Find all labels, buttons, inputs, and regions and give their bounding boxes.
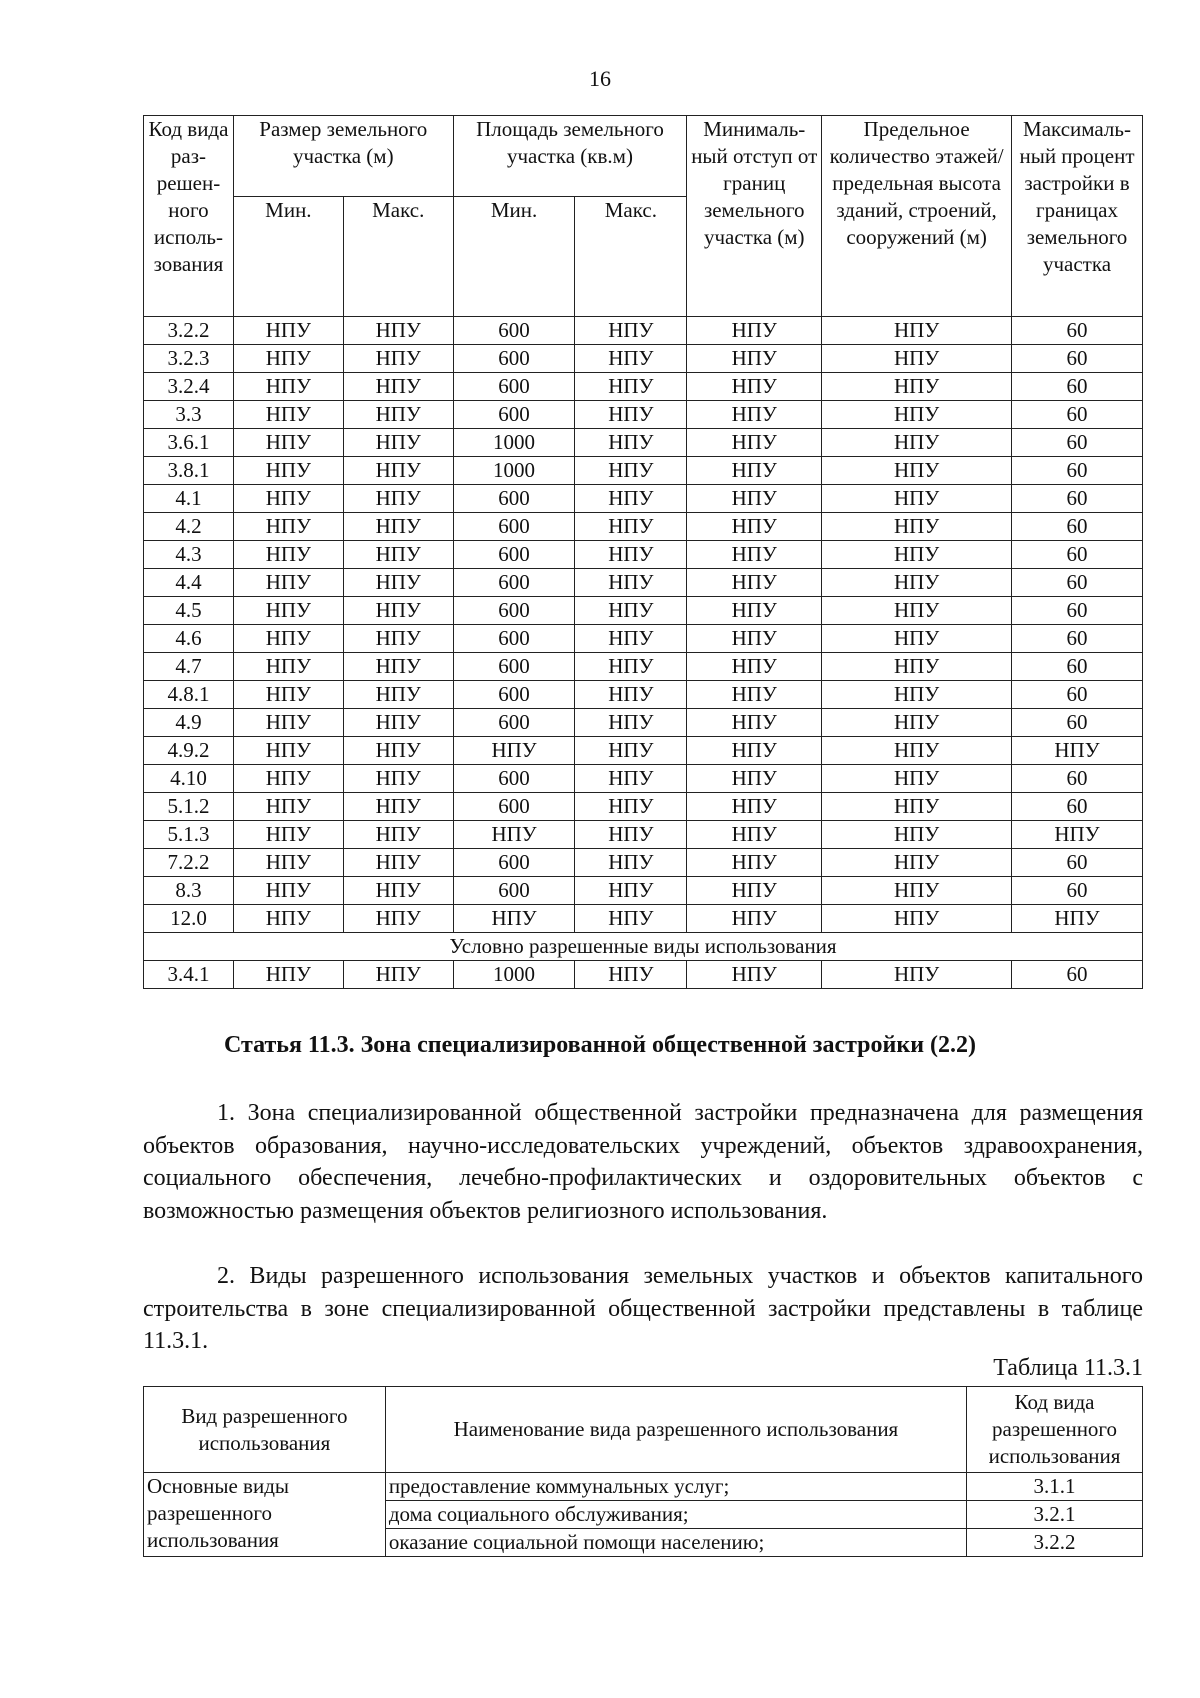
cell-max-floors: НПУ — [822, 849, 1012, 877]
cell-min-setback: НПУ — [687, 737, 822, 765]
table-row — [144, 1473, 1143, 1501]
table-row — [144, 905, 1143, 933]
header-size-min: Мин. — [233, 197, 343, 317]
table-row — [144, 737, 1143, 765]
cell-size-max: НПУ — [343, 429, 453, 457]
cell-min-setback: НПУ — [687, 457, 822, 485]
cell-code: 4.2 — [144, 513, 234, 541]
uses-table-body — [144, 1473, 1143, 1557]
cell-size-max: НПУ — [343, 317, 453, 345]
cell-area-min: 600 — [453, 793, 575, 821]
article-heading: Статья 11.3. Зона специализированной общественной застройки (2.2) — [223, 1032, 976, 1058]
use-name: дома социального обслуживания; — [385, 1501, 966, 1529]
cell-max-floors: НПУ — [822, 317, 1012, 345]
cell-max-coverage: НПУ — [1012, 737, 1143, 765]
cell-size-min: НПУ — [233, 317, 343, 345]
cell-min-setback: НПУ — [687, 681, 822, 709]
table-row — [144, 513, 1143, 541]
cell-size-max: НПУ — [343, 345, 453, 373]
section-row — [144, 933, 1143, 961]
table-row — [144, 485, 1143, 513]
cell-area-max: НПУ — [575, 821, 687, 849]
cell-size-max: НПУ — [343, 401, 453, 429]
cell-area-min: 1000 — [453, 429, 575, 457]
cell-size-min: НПУ — [233, 765, 343, 793]
cell-max-floors: НПУ — [822, 485, 1012, 513]
cell-max-coverage: 60 — [1012, 793, 1143, 821]
table-row — [144, 345, 1143, 373]
cell-max-coverage: 60 — [1012, 709, 1143, 737]
cell-code: 4.5 — [144, 597, 234, 625]
cell-size-min: НПУ — [233, 541, 343, 569]
uses-header-code: Код вида разрешенного использования — [967, 1387, 1143, 1473]
cell-min-setback: НПУ — [687, 597, 822, 625]
cell-size-min: НПУ — [233, 961, 343, 989]
cell-max-floors: НПУ — [822, 653, 1012, 681]
cell-area-max: НПУ — [575, 653, 687, 681]
cell-max-floors: НПУ — [822, 765, 1012, 793]
cell-area-max: НПУ — [575, 905, 687, 933]
cell-code: 4.8.1 — [144, 681, 234, 709]
uses-group-label: Основные виды разрешенного использования — [144, 1473, 386, 1557]
cell-area-min: 600 — [453, 625, 575, 653]
cell-area-max: НПУ — [575, 317, 687, 345]
cell-area-max: НПУ — [575, 765, 687, 793]
cell-max-coverage: НПУ — [1012, 821, 1143, 849]
cell-size-max: НПУ — [343, 961, 453, 989]
cell-area-min: 600 — [453, 681, 575, 709]
cell-area-max: НПУ — [575, 681, 687, 709]
cell-area-min: НПУ — [453, 821, 575, 849]
cell-max-floors: НПУ — [822, 877, 1012, 905]
header-plot-size: Размер земельного участка (м) — [233, 116, 453, 197]
cell-max-floors: НПУ — [822, 709, 1012, 737]
cell-area-min: 600 — [453, 513, 575, 541]
cell-code: 4.10 — [144, 765, 234, 793]
table-row — [144, 569, 1143, 597]
table-row — [144, 317, 1143, 345]
header-min-setback: Минималь-ный отступ от границ земельного участка (м) — [687, 116, 822, 317]
cell-size-min: НПУ — [233, 849, 343, 877]
cell-max-floors: НПУ — [822, 793, 1012, 821]
permitted-uses-table — [143, 1386, 1143, 1557]
use-name: предоставление коммунальных услуг; — [385, 1473, 966, 1501]
cell-code: 3.6.1 — [144, 429, 234, 457]
cell-area-min: 600 — [453, 401, 575, 429]
cell-size-min: НПУ — [233, 485, 343, 513]
cell-size-max: НПУ — [343, 821, 453, 849]
cell-area-max: НПУ — [575, 737, 687, 765]
cell-min-setback: НПУ — [687, 345, 822, 373]
cell-min-setback: НПУ — [687, 905, 822, 933]
cell-size-min: НПУ — [233, 345, 343, 373]
params-table-body — [144, 317, 1143, 989]
cell-area-min: 1000 — [453, 961, 575, 989]
cell-max-coverage: 60 — [1012, 653, 1143, 681]
cell-size-min: НПУ — [233, 737, 343, 765]
cell-max-coverage: 60 — [1012, 373, 1143, 401]
cell-max-floors: НПУ — [822, 681, 1012, 709]
cell-size-max: НПУ — [343, 765, 453, 793]
paragraph-permitted-uses: 2. Виды разрешенного использования земельных участков и объектов капитального строительства в зоне специализированной общественной застройки представлены в таблице 11.3.1. — [143, 1263, 1143, 1354]
cell-max-coverage: 60 — [1012, 569, 1143, 597]
table-row — [144, 373, 1143, 401]
cell-size-min: НПУ — [233, 877, 343, 905]
table-row — [144, 597, 1143, 625]
land-parameters-table — [143, 115, 1143, 989]
cell-area-min: 600 — [453, 597, 575, 625]
cell-size-max: НПУ — [343, 681, 453, 709]
cell-area-max: НПУ — [575, 569, 687, 597]
cell-area-min: 600 — [453, 709, 575, 737]
cell-size-min: НПУ — [233, 373, 343, 401]
cell-max-coverage: 60 — [1012, 513, 1143, 541]
cell-size-max: НПУ — [343, 653, 453, 681]
cell-min-setback: НПУ — [687, 485, 822, 513]
uses-header-name: Наименование вида разрешенного использования — [385, 1387, 966, 1473]
cell-code: 5.1.2 — [144, 793, 234, 821]
header-max-floors: Предельное количество этажей/ предельная высота зданий, строений, сооружений (м) — [822, 116, 1012, 317]
cell-max-floors: НПУ — [822, 961, 1012, 989]
cell-size-max: НПУ — [343, 457, 453, 485]
cell-max-coverage: 60 — [1012, 765, 1143, 793]
cell-area-min: 600 — [453, 765, 575, 793]
cell-area-min: 600 — [453, 317, 575, 345]
cell-area-max: НПУ — [575, 541, 687, 569]
cell-code: 4.9 — [144, 709, 234, 737]
cell-area-max: НПУ — [575, 597, 687, 625]
cell-size-max: НПУ — [343, 597, 453, 625]
cell-min-setback: НПУ — [687, 709, 822, 737]
cell-max-floors: НПУ — [822, 821, 1012, 849]
cell-max-coverage: 60 — [1012, 401, 1143, 429]
use-name: оказание социальной помощи населению; — [385, 1529, 966, 1557]
table-row — [144, 541, 1143, 569]
cell-area-max: НПУ — [575, 457, 687, 485]
cell-max-floors: НПУ — [822, 401, 1012, 429]
cell-area-min: НПУ — [453, 737, 575, 765]
cell-min-setback: НПУ — [687, 513, 822, 541]
cell-size-max: НПУ — [343, 625, 453, 653]
header-size-max: Макс. — [343, 197, 453, 317]
cell-size-max: НПУ — [343, 709, 453, 737]
cell-size-min: НПУ — [233, 709, 343, 737]
cell-area-max: НПУ — [575, 485, 687, 513]
cell-size-min: НПУ — [233, 401, 343, 429]
cell-max-coverage: 60 — [1012, 961, 1143, 989]
cell-code: 12.0 — [144, 905, 234, 933]
page-number: 16 — [589, 66, 611, 91]
table-row — [144, 625, 1143, 653]
cell-max-floors: НПУ — [822, 569, 1012, 597]
use-code: 3.1.1 — [967, 1473, 1143, 1501]
cell-max-coverage: 60 — [1012, 317, 1143, 345]
cell-max-floors: НПУ — [822, 345, 1012, 373]
cell-min-setback: НПУ — [687, 317, 822, 345]
cell-size-min: НПУ — [233, 905, 343, 933]
cell-size-max: НПУ — [343, 793, 453, 821]
cell-max-coverage: НПУ — [1012, 905, 1143, 933]
table-caption: Таблица 11.3.1 — [993, 1355, 1143, 1381]
cell-size-max: НПУ — [343, 373, 453, 401]
cell-min-setback: НПУ — [687, 877, 822, 905]
cell-size-min: НПУ — [233, 429, 343, 457]
cell-max-coverage: 60 — [1012, 345, 1143, 373]
cell-max-floors: НПУ — [822, 905, 1012, 933]
cell-area-max: НПУ — [575, 373, 687, 401]
header-plot-area: Площадь земельного участка (кв.м) — [453, 116, 687, 197]
cell-area-min: 600 — [453, 541, 575, 569]
table-row — [144, 681, 1143, 709]
cell-size-max: НПУ — [343, 737, 453, 765]
cell-min-setback: НПУ — [687, 569, 822, 597]
cell-max-coverage: 60 — [1012, 849, 1143, 877]
cell-code: 4.7 — [144, 653, 234, 681]
cell-size-min: НПУ — [233, 821, 343, 849]
table-row — [144, 429, 1143, 457]
cell-code: 3.2.3 — [144, 345, 234, 373]
cell-size-min: НПУ — [233, 793, 343, 821]
table-row — [144, 765, 1143, 793]
table-row — [144, 961, 1143, 989]
cell-max-coverage: 60 — [1012, 597, 1143, 625]
cell-area-min: НПУ — [453, 905, 575, 933]
cell-max-floors: НПУ — [822, 429, 1012, 457]
cell-size-min: НПУ — [233, 457, 343, 485]
table-row — [144, 877, 1143, 905]
cell-max-floors: НПУ — [822, 541, 1012, 569]
cell-area-max: НПУ — [575, 625, 687, 653]
cell-max-coverage: 60 — [1012, 681, 1143, 709]
cell-min-setback: НПУ — [687, 625, 822, 653]
cell-code: 3.3 — [144, 401, 234, 429]
cell-size-max: НПУ — [343, 513, 453, 541]
cell-min-setback: НПУ — [687, 821, 822, 849]
cell-max-coverage: 60 — [1012, 877, 1143, 905]
cell-min-setback: НПУ — [687, 373, 822, 401]
cell-code: 3.2.4 — [144, 373, 234, 401]
cell-size-max: НПУ — [343, 849, 453, 877]
cell-min-setback: НПУ — [687, 961, 822, 989]
use-code: 3.2.1 — [967, 1501, 1143, 1529]
cell-size-min: НПУ — [233, 625, 343, 653]
uses-header-type: Вид разрешенного использования — [144, 1387, 386, 1473]
cell-max-floors: НПУ — [822, 597, 1012, 625]
cell-area-max: НПУ — [575, 429, 687, 457]
cell-max-floors: НПУ — [822, 737, 1012, 765]
section-label: Условно разрешенные виды использования — [144, 933, 1143, 961]
cell-area-max: НПУ — [575, 709, 687, 737]
cell-max-coverage: 60 — [1012, 625, 1143, 653]
use-code: 3.2.2 — [967, 1529, 1143, 1557]
cell-code: 5.1.3 — [144, 821, 234, 849]
cell-min-setback: НПУ — [687, 765, 822, 793]
cell-size-min: НПУ — [233, 681, 343, 709]
table-row — [144, 849, 1143, 877]
cell-max-coverage: 60 — [1012, 457, 1143, 485]
cell-size-min: НПУ — [233, 653, 343, 681]
cell-code: 3.2.2 — [144, 317, 234, 345]
cell-code: 3.8.1 — [144, 457, 234, 485]
cell-area-max: НПУ — [575, 849, 687, 877]
cell-min-setback: НПУ — [687, 429, 822, 457]
cell-size-min: НПУ — [233, 513, 343, 541]
cell-min-setback: НПУ — [687, 401, 822, 429]
cell-max-floors: НПУ — [822, 373, 1012, 401]
cell-max-floors: НПУ — [822, 625, 1012, 653]
cell-area-min: 600 — [453, 569, 575, 597]
cell-min-setback: НПУ — [687, 793, 822, 821]
header-area-max: Макс. — [575, 197, 687, 317]
cell-min-setback: НПУ — [687, 541, 822, 569]
cell-area-min: 1000 — [453, 457, 575, 485]
cell-area-min: 600 — [453, 849, 575, 877]
cell-area-max: НПУ — [575, 513, 687, 541]
header-code: Код вида раз-решен-ного исполь-зования — [144, 116, 234, 317]
cell-area-max: НПУ — [575, 401, 687, 429]
cell-code: 4.4 — [144, 569, 234, 597]
cell-size-max: НПУ — [343, 569, 453, 597]
cell-area-max: НПУ — [575, 877, 687, 905]
table-row — [144, 709, 1143, 737]
cell-area-min: 600 — [453, 373, 575, 401]
cell-max-floors: НПУ — [822, 513, 1012, 541]
paragraph-purpose: 1. Зона специализированной общественной застройки предназначена для размещения объектов образования, научно-исследовательских учреждений, объектов здравоохранения, социального обеспечения, лечебно-профилактических и оздоровительных объектов с возможностью размещения объектов религиозного использования. — [143, 1100, 1143, 1224]
cell-size-max: НПУ — [343, 541, 453, 569]
cell-min-setback: НПУ — [687, 849, 822, 877]
table-row — [144, 821, 1143, 849]
table-row — [144, 793, 1143, 821]
cell-area-min: 600 — [453, 345, 575, 373]
cell-area-max: НПУ — [575, 793, 687, 821]
table-row — [144, 457, 1143, 485]
cell-area-min: 600 — [453, 653, 575, 681]
header-max-coverage: Максималь-ный процент застройки в границах земельного участка — [1012, 116, 1143, 317]
cell-code: 4.6 — [144, 625, 234, 653]
cell-max-floors: НПУ — [822, 457, 1012, 485]
cell-area-min: 600 — [453, 877, 575, 905]
cell-code: 8.3 — [144, 877, 234, 905]
cell-size-max: НПУ — [343, 485, 453, 513]
cell-area-min: 600 — [453, 485, 575, 513]
cell-area-max: НПУ — [575, 345, 687, 373]
cell-area-max: НПУ — [575, 961, 687, 989]
cell-size-max: НПУ — [343, 905, 453, 933]
cell-size-min: НПУ — [233, 597, 343, 625]
cell-code: 4.1 — [144, 485, 234, 513]
cell-max-coverage: 60 — [1012, 429, 1143, 457]
cell-code: 3.4.1 — [144, 961, 234, 989]
cell-code: 4.9.2 — [144, 737, 234, 765]
cell-size-min: НПУ — [233, 569, 343, 597]
header-area-min: Мин. — [453, 197, 575, 317]
cell-code: 4.3 — [144, 541, 234, 569]
cell-max-coverage: 60 — [1012, 485, 1143, 513]
cell-min-setback: НПУ — [687, 653, 822, 681]
cell-code: 7.2.2 — [144, 849, 234, 877]
cell-max-coverage: 60 — [1012, 541, 1143, 569]
table-row — [144, 401, 1143, 429]
table-row — [144, 653, 1143, 681]
cell-size-max: НПУ — [343, 877, 453, 905]
